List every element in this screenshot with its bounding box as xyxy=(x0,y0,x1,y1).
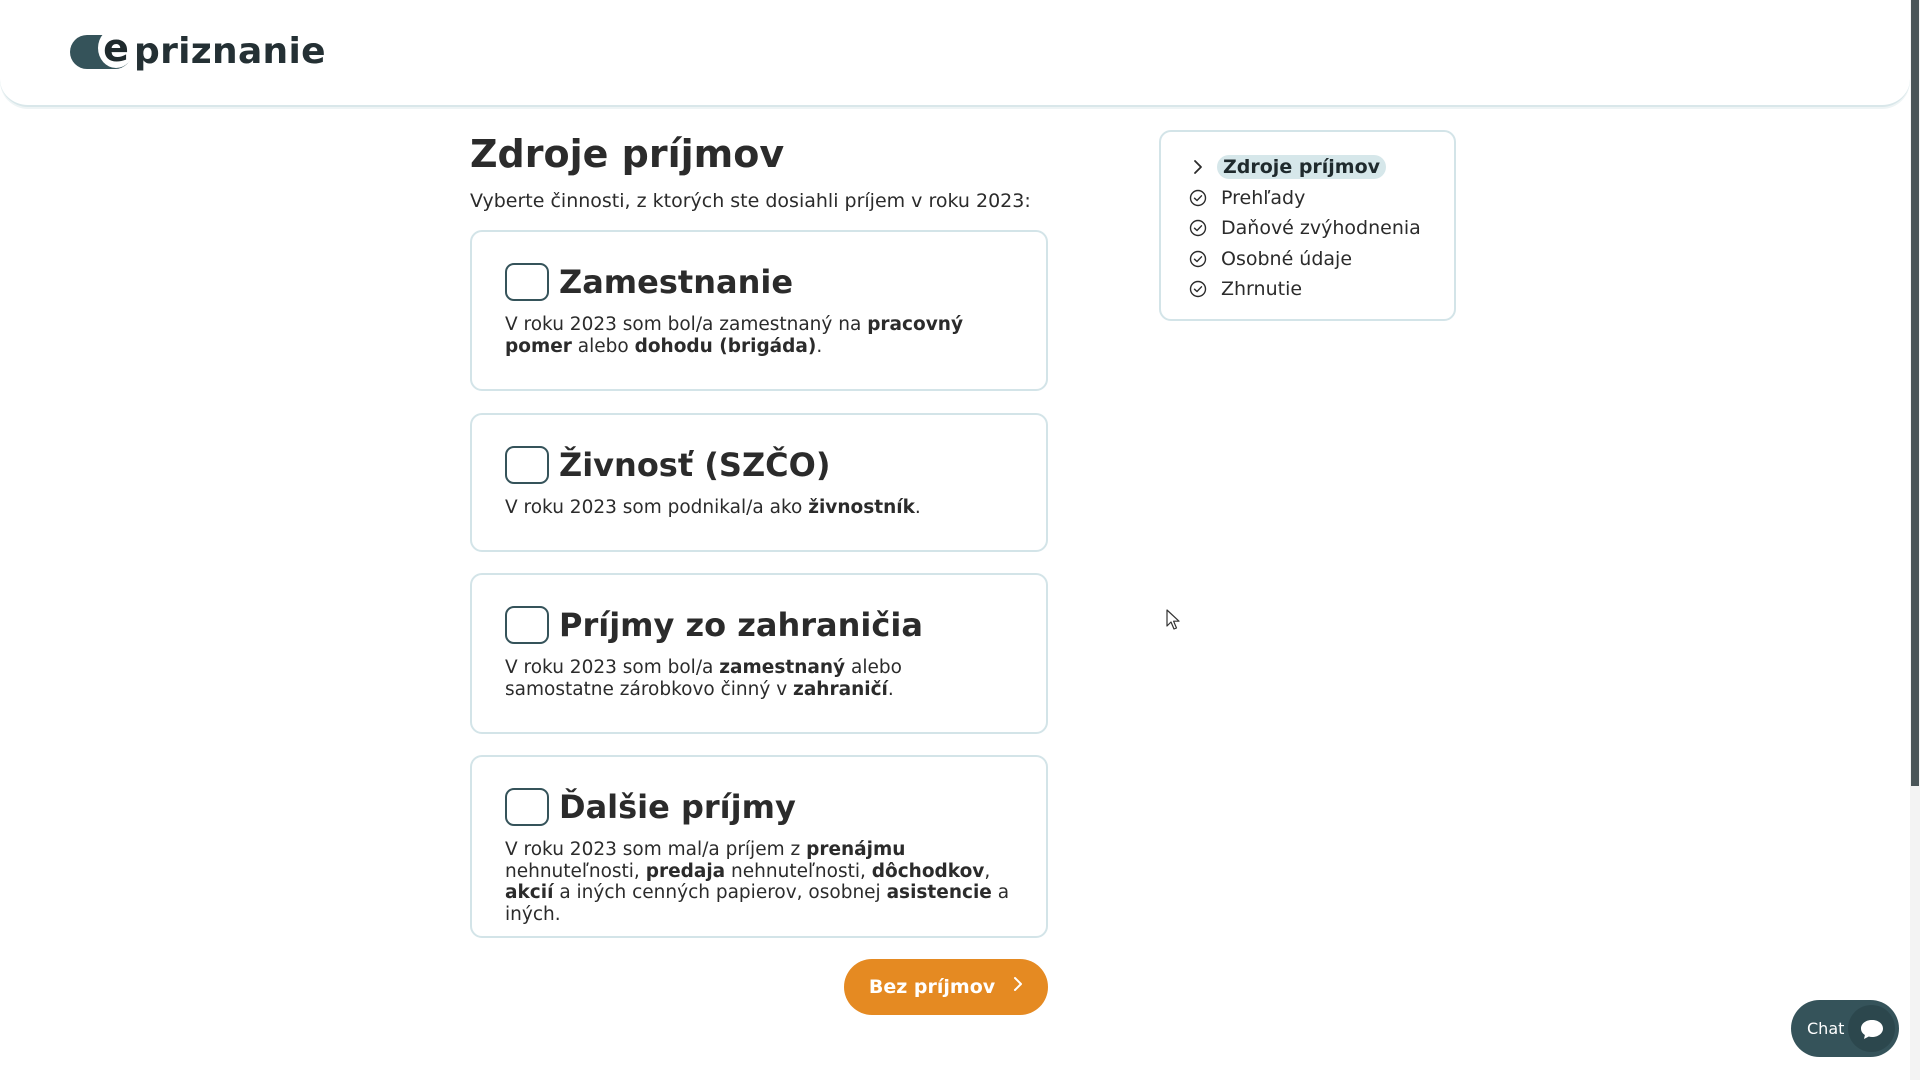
description-text: V roku 2023 som bol/a xyxy=(505,657,720,678)
logo-icon xyxy=(70,26,132,70)
card-title: Ďalšie príjmy xyxy=(559,788,796,826)
main-content xyxy=(470,130,1048,214)
progress-stepper xyxy=(1159,130,1456,321)
description-text: nehnuteľnosti, xyxy=(725,860,872,882)
card-description xyxy=(505,497,1014,519)
description-text: nehnuteľnosti, xyxy=(505,860,646,882)
card-header xyxy=(505,787,1014,827)
income-card-employment[interactable] xyxy=(470,230,1048,391)
income-card-other[interactable] xyxy=(470,755,1048,938)
check-circle-icon xyxy=(1189,219,1207,237)
chat-bubble-icon xyxy=(1848,1005,1895,1052)
description-text: . xyxy=(816,335,823,357)
page-title: Zdroje príjmov xyxy=(470,132,785,176)
card-header xyxy=(505,262,1014,302)
site-header xyxy=(0,0,1910,107)
description-text: alebo samostatne zárobkovo činný v xyxy=(505,657,902,700)
card-description xyxy=(505,839,1014,925)
no-income-button[interactable] xyxy=(844,959,1048,1015)
description-text: V roku 2023 som bol/a zamestnaný na xyxy=(505,314,868,335)
logo-letter: e xyxy=(98,28,134,68)
income-card-self-employment[interactable] xyxy=(470,413,1048,552)
description-text: a iných. xyxy=(505,882,1010,925)
step-label: Prehľady xyxy=(1221,186,1306,209)
emphasis-text: predaja xyxy=(645,860,726,882)
step-label: Zdroje príjmov xyxy=(1217,155,1386,179)
card-title: Príjmy zo zahraničia xyxy=(559,606,923,644)
description-text: a iných cenných papierov, osobnej xyxy=(553,882,887,903)
check-circle-icon xyxy=(1189,250,1207,268)
step-tax-benefits[interactable] xyxy=(1189,213,1454,244)
chevron-right-icon xyxy=(1013,975,1023,997)
step-label: Daňové zvýhodnenia xyxy=(1221,217,1421,240)
description-text: . xyxy=(887,678,894,700)
self-employment-checkbox[interactable] xyxy=(505,446,549,484)
card-description xyxy=(505,314,1014,357)
description-text: . xyxy=(914,497,921,518)
emphasis-text: prenájmu xyxy=(806,839,906,860)
step-overviews[interactable] xyxy=(1189,183,1454,214)
chevron-right-icon xyxy=(1189,158,1207,176)
step-summary[interactable] xyxy=(1189,274,1454,305)
emphasis-text: dohodu (brigáda) xyxy=(634,335,817,357)
card-title: Živnosť (SZČO) xyxy=(559,446,831,484)
emphasis-text: pracovný pomer xyxy=(505,314,964,357)
employment-checkbox[interactable] xyxy=(505,263,549,301)
chat-button[interactable] xyxy=(1791,1000,1899,1057)
step-label: Zhrnutie xyxy=(1221,278,1303,301)
emphasis-text: asistencie xyxy=(886,882,992,903)
page-subtitle: Vyberte činnosti, z ktorých ste dosiahli príjem v roku 2023: xyxy=(470,190,1031,212)
card-title: Zamestnanie xyxy=(559,263,794,301)
step-label: Osobné údaje xyxy=(1221,247,1353,270)
emphasis-text: dôchodkov xyxy=(871,860,985,882)
income-card-foreign[interactable] xyxy=(470,573,1048,734)
mouse-cursor-icon xyxy=(1166,609,1182,631)
description-text: alebo xyxy=(571,335,635,357)
emphasis-text: živnostník xyxy=(808,497,915,518)
other-income-checkbox[interactable] xyxy=(505,788,549,826)
step-income-sources[interactable] xyxy=(1189,152,1454,183)
card-header xyxy=(505,445,1014,485)
scrollbar-thumb[interactable] xyxy=(1911,0,1919,786)
foreign-income-checkbox[interactable] xyxy=(505,606,549,644)
emphasis-text: akcií xyxy=(505,882,554,903)
check-circle-icon xyxy=(1189,189,1207,207)
button-label: Bez príjmov xyxy=(868,976,996,998)
card-description xyxy=(505,657,1014,700)
description-text: V roku 2023 som podnikal/a ako xyxy=(505,497,809,518)
chat-label: Chat xyxy=(1807,1019,1845,1038)
description-text: V roku 2023 som mal/a príjem z xyxy=(505,839,807,860)
card-header xyxy=(505,605,1014,645)
emphasis-text: zamestnaný xyxy=(719,657,846,678)
check-circle-icon xyxy=(1189,280,1207,298)
step-personal-data[interactable] xyxy=(1189,244,1454,275)
logo-link[interactable] xyxy=(70,26,326,74)
description-text: , xyxy=(984,860,991,882)
logo-text: priznanie xyxy=(134,31,326,72)
emphasis-text: zahraničí xyxy=(793,678,888,700)
